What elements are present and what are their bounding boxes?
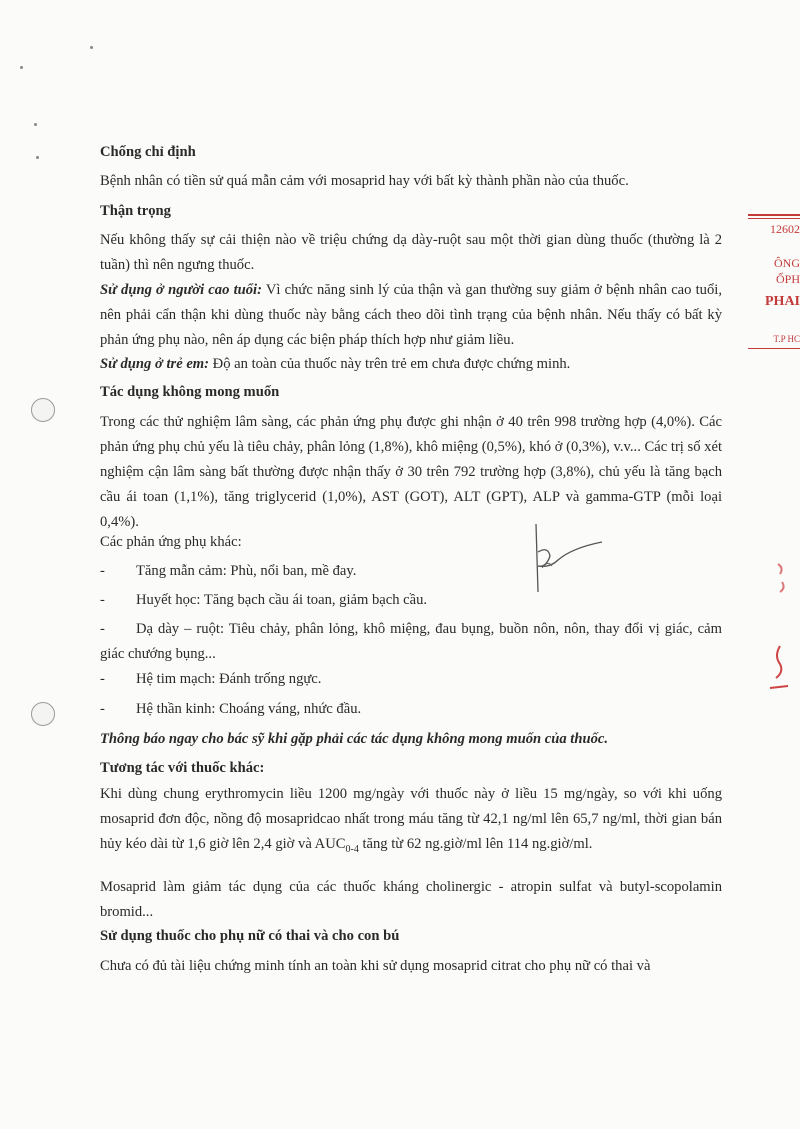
paragraph: Bệnh nhân có tiền sử quá mẫn cảm với mosaprid hay với bất kỳ thành phần nào của thuốc. [100, 173, 629, 189]
scan-speck [20, 66, 23, 69]
list-text: Huyết học: Tăng bạch cầu ái toan, giảm bạch cầu. [136, 592, 428, 608]
list-dash: - [100, 592, 105, 608]
section-heading: Sử dụng thuốc cho phụ nữ có thai và cho con bú [100, 928, 400, 944]
list-text: Hệ thần kinh: Choáng váng, nhức đầu. [136, 701, 362, 717]
section-heading: Tương tác với thuốc khác: [100, 760, 265, 776]
list-entry [100, 667, 722, 692]
precautions-text [100, 228, 722, 278]
notice-line [100, 727, 722, 752]
paragraph [100, 352, 722, 377]
list-entry [100, 559, 722, 584]
heading-contraindications [100, 140, 722, 165]
heading-precautions [100, 199, 722, 224]
list-item [100, 588, 722, 613]
list-dash: - [100, 671, 105, 687]
paragraph: Nếu không thấy sự cải thiện nào về triệu chứng dạ dày-ruột sau một thời gian dùng thuốc (thường là 2 tuần) thì nên ngưng thuốc. [100, 232, 722, 273]
elderly-text: Vì chức năng sinh lý của thận và gan thường suy giảm ở bệnh nhân cao tuổi, nên phải cẩn thận khi dùng thuốc này bằng cách theo dõi tình trạng của bệnh nhân. Nếu thấy có bất kỳ phản ứng phụ nào, nên áp dụng các biện pháp thích hợp như giảm liều. [100, 282, 722, 348]
stamp-line-1: 12602 [770, 222, 800, 236]
list-dash: - [100, 621, 105, 637]
stamp-line-2: ÔNG [774, 256, 800, 270]
scan-speck [36, 156, 39, 159]
list-item [100, 559, 722, 584]
paragraph [100, 782, 722, 857]
interaction-text-a: Khi dùng chung erythromycin liều 1200 mg/ngày với thuốc này ở liều 15 mg/ngày, so với khi uống mosaprid đơn độc, nồng độ mosapridcao nhất trong máu tăng từ 42,1 ng/ml lên 65,7 ng/ml, thời gian bán hủy kéo dài từ 1,6 giờ lên 2,4 giờ và AUC [100, 786, 722, 852]
punch-hole [31, 702, 55, 726]
notice-text: Thông báo ngay cho bác sỹ khi gặp phải các tác dụng không mong muốn của thuốc. [100, 731, 609, 747]
paragraph [100, 278, 722, 353]
stamp-line-3: ỔPH [775, 272, 800, 286]
scan-speck [90, 46, 93, 49]
scan-speck [34, 123, 37, 126]
list-dash: - [100, 563, 105, 579]
elderly-label: Sử dụng ở người cao tuổi: [100, 282, 262, 298]
heading-pregnancy [100, 924, 722, 949]
contraindications-text [100, 169, 722, 194]
list-text: Hệ tim mạch: Đánh trống ngực. [136, 671, 322, 687]
adverse-effects-text [100, 410, 722, 535]
list-entry [100, 588, 722, 613]
stamp-line-4: PHAI [765, 294, 800, 309]
section-heading: Thận trọng [100, 203, 171, 219]
paragraph: Mosaprid làm giảm tác dụng của các thuốc kháng cholinergic - atropin sulfat và butyl-scopolamin bromid... [100, 879, 722, 920]
paragraph: Chưa có đủ tài liệu chứng minh tính an toàn khi sử dụng mosaprid citrat cho phụ nữ có thai và [100, 958, 651, 974]
paragraph: Trong các thử nghiệm lâm sàng, các phản ứng phụ được ghi nhận ở 40 trên 998 trường hợp (4,0%). Các phản ứng phụ chủ yếu là tiêu chảy, phân lỏng (1,8%), khô miệng (0,5%), khó ở (0,3%), v.v... Các trị số xét nghiệm cận lâm sàng bất thường được nhận thấy ở 30 trên 792 trường hợp (3,8%), chủ yếu là tăng bạch cầu ái toan (1,1%), tăng triglycerid (1,0%), AST (GOT), ALT (GPT), ALP và gamma-GTP (mỗi loại 0,4%). [100, 414, 722, 530]
stamp-mark [772, 560, 792, 600]
stamp-mark-glyph [772, 560, 792, 600]
stamp-mark-glyph [766, 640, 792, 696]
children-text: Độ an toàn của thuốc này trên trẻ em chưa được chứng minh. [209, 356, 571, 372]
list-item [100, 617, 722, 667]
children-label: Sử dụng ở trẻ em: [100, 356, 210, 372]
interaction-text-b: tăng từ 62 ng.giờ/ml lên 114 ng.giờ/ml. [358, 836, 593, 852]
paragraph: Các phản ứng phụ khác: [100, 534, 242, 550]
other-reactions-label [100, 530, 722, 555]
children-paragraph [100, 352, 722, 377]
list-item [100, 667, 722, 692]
heading-interactions [100, 756, 722, 781]
list-text: Tăng mẫn cảm: Phù, nổi ban, mề đay. [136, 563, 357, 579]
stamp-fragment [748, 212, 800, 352]
list-dash: - [100, 701, 105, 717]
list-text: Dạ dày – ruột: Tiêu chảy, phân lỏng, khô miệng, đau bụng, buồn nôn, nôn, thay đổi vị giác, cảm giác chướng bụng... [100, 621, 722, 662]
stamp-line-5: T.P HC [773, 334, 800, 344]
stamp-mark [766, 640, 792, 696]
punch-hole [31, 398, 55, 422]
list-item [100, 697, 722, 722]
auc-subscript: 0-4 [345, 843, 359, 855]
interactions-paragraph-2 [100, 875, 722, 925]
heading-adverse-effects [100, 380, 722, 405]
interactions-paragraph-1 [100, 782, 722, 857]
pregnancy-text [100, 954, 722, 979]
list-entry [100, 697, 722, 722]
section-heading: Tác dụng không mong muốn [100, 384, 280, 400]
section-heading: Chống chỉ định [100, 144, 196, 160]
elderly-paragraph [100, 278, 722, 353]
list-entry [100, 617, 722, 667]
